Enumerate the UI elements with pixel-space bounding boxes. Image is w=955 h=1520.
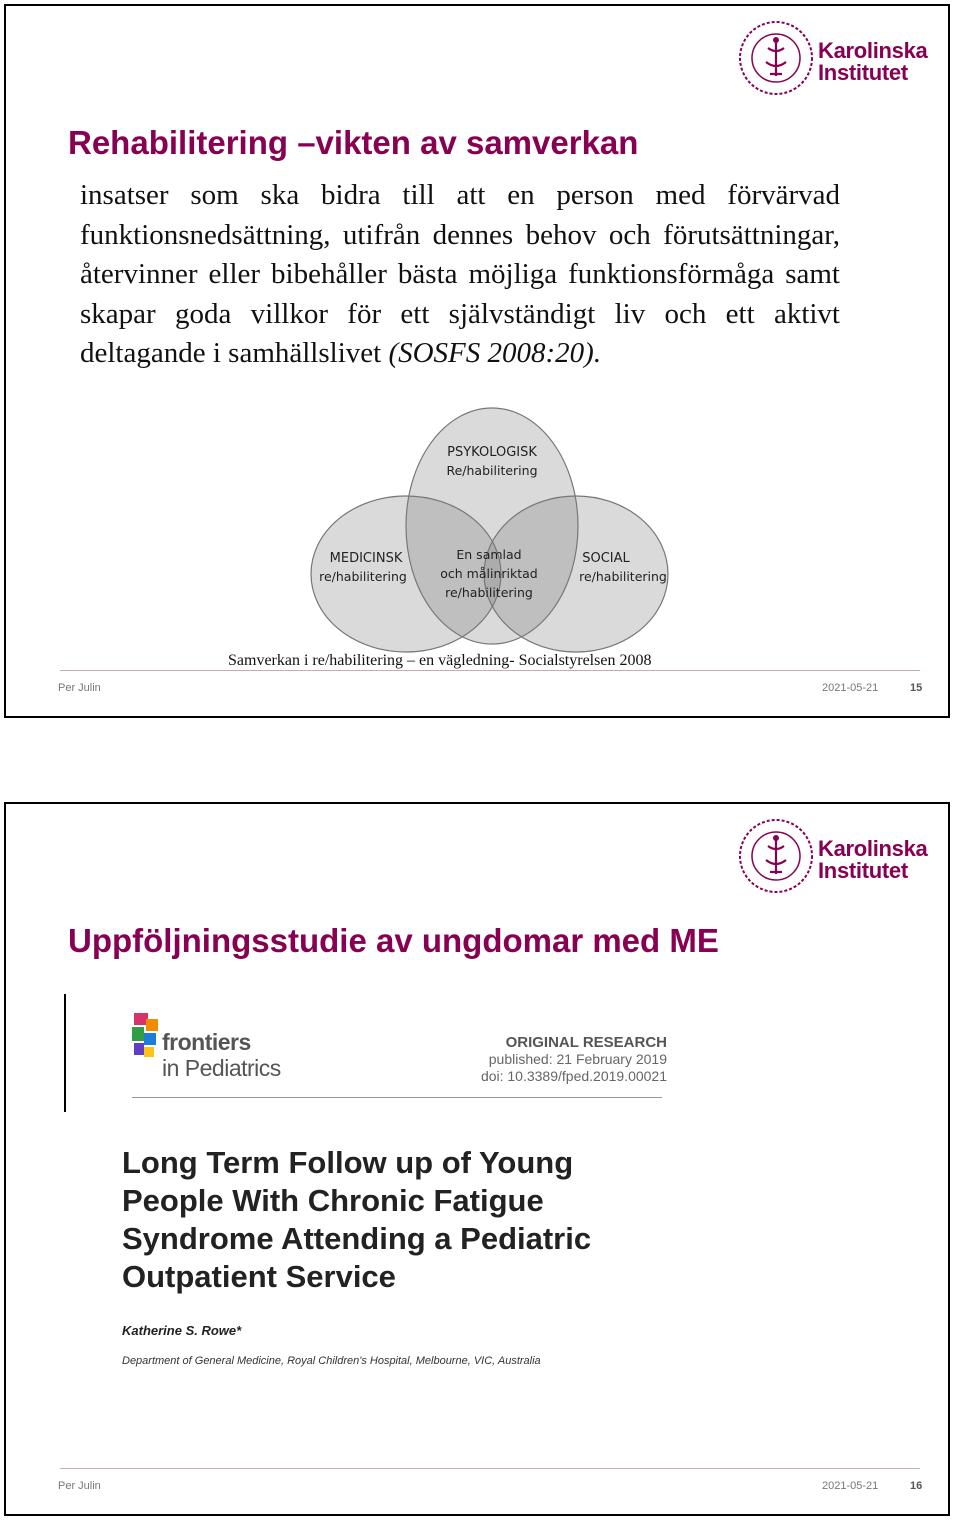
venn-label-center-3: re/habilitering	[445, 585, 533, 600]
karolinska-logo	[736, 816, 926, 896]
source-caption: Samverkan i re/habilitering – en vägledning- Socialstyrelsen 2008	[228, 652, 652, 669]
footer-page-number: 16	[910, 1480, 923, 1492]
footer-author: Per Julin	[58, 1480, 101, 1492]
karolinska-logo	[736, 18, 926, 98]
paper-title: Long Term Follow up of Young People With Chronic Fatigue Syndrome Attending a Pediatric Outpatient Service	[122, 1145, 592, 1294]
article-type: ORIGINAL RESEARCH	[505, 1034, 667, 1051]
slide-title: Uppföljningsstudie av ungdomar med ME	[68, 922, 719, 959]
footer-date: 2021-05-21	[822, 682, 879, 694]
logo-line-1: Karolinska	[818, 38, 928, 63]
venn-label-center-1: En samlad	[456, 547, 522, 562]
paper-affiliation: Department of General Medicine, Royal Children's Hospital, Melbourne, VIC, Australia	[122, 1355, 541, 1367]
karolinska-seal-icon	[736, 18, 816, 98]
doi: doi: 10.3389/fped.2019.00021	[480, 1068, 667, 1084]
venn-label-center-2: och målinriktad	[440, 566, 538, 581]
venn-label-right-sub: re/habilitering	[579, 569, 667, 584]
footer-author: Per Julin	[58, 682, 101, 694]
venn-label-left-sub: re/habilitering	[319, 569, 407, 584]
venn-label-left: MEDICINSK	[329, 551, 403, 566]
article-meta	[481, 1034, 667, 1085]
venn-label-right: SOCIAL	[582, 551, 630, 566]
paper-header	[122, 1009, 682, 1389]
accent-bar	[64, 994, 66, 1112]
venn-diagram	[306, 404, 671, 654]
logo-line-2: Institutet	[818, 60, 908, 85]
venn-label-top: PSYKOLOGISK	[447, 445, 537, 460]
footer-divider	[60, 670, 920, 671]
footer-page-number: 15	[910, 682, 923, 694]
logo-line-2: Institutet	[818, 858, 908, 883]
paper-author: Katherine S. Rowe*	[122, 1323, 242, 1338]
published-date: published: 21 February 2019	[488, 1051, 667, 1067]
logo-line-1: Karolinska	[818, 836, 928, 861]
slide-16	[4, 802, 950, 1516]
footer-date: 2021-05-21	[822, 1480, 879, 1492]
slide-title: Rehabilitering –vikten av samverkan	[68, 124, 639, 161]
definition-body: insatser som ska bidra till att en person med förvärvad funktionsnedsättning, utifrån dennes behov och förutsättningar, återvinner eller bibehåller bästa möjliga funktionsförmåga samt skapar goda villkor för ett självständigt liv och ett aktivt deltagande i samhällslivet	[80, 179, 840, 369]
footer-divider	[60, 1468, 920, 1469]
journal-subtitle: in Pediatrics	[162, 1055, 281, 1081]
karolinska-seal-icon	[736, 816, 816, 896]
slide-15	[4, 4, 950, 718]
venn-label-top-sub: Re/habilitering	[446, 463, 538, 478]
definition-citation: (SOSFS 2008:20).	[388, 337, 602, 369]
header-rule	[132, 1097, 662, 1098]
journal-name: frontiers	[162, 1029, 251, 1055]
definition-text	[80, 176, 840, 374]
